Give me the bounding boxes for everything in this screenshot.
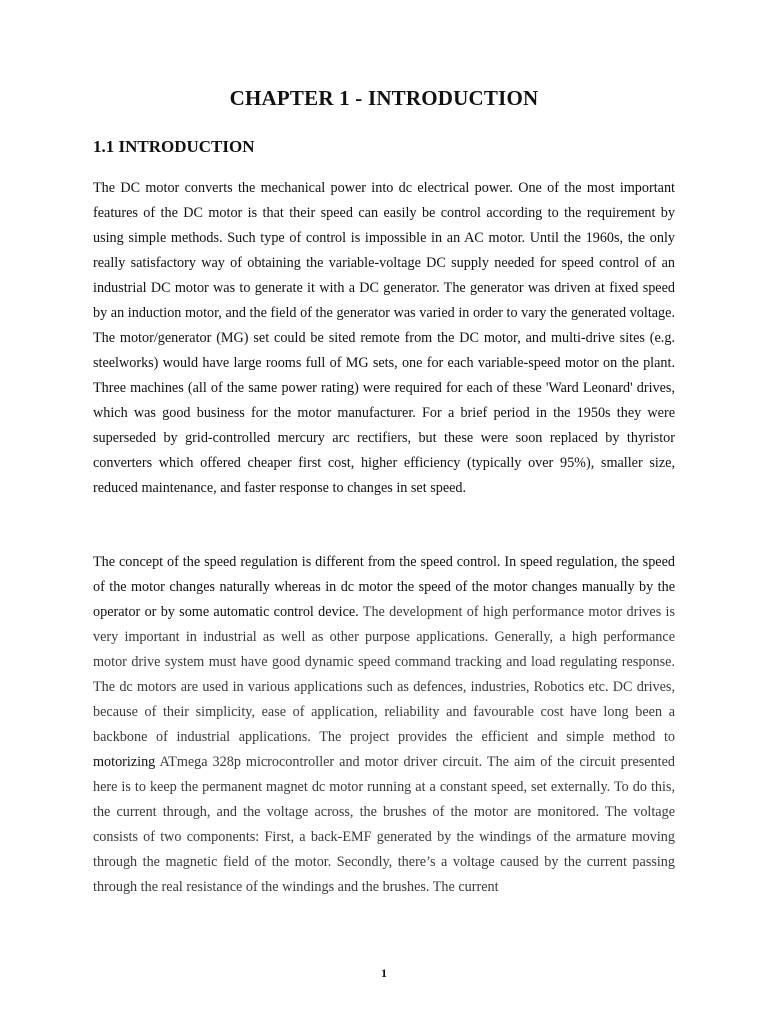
paragraph-2-part-2: The development of high performance motor drives is very important in industrial as well as other purpose applications. Generally, a high performance motor drive system must have good dynamic speed command tracking and load regulating response. The dc motors are used in various applications such as defences, industries, Robotics etc. DC drives, because of their simplicity, ease of application, reliability and favourable cost have long been a backbone of industrial applications. The project provides the efficient and simple method to <box>93 604 675 745</box>
chapter-title: CHAPTER 1 - INTRODUCTION <box>229 86 539 110</box>
paragraph-2 <box>93 550 675 900</box>
page-number: 1 <box>381 966 387 980</box>
paragraph-1: The DC motor converts the mechanical power into dc electrical power. One of the most important features of the DC motor is that their speed can easily be control according to the requirement by using simple methods. Such type of control is impossible in an AC motor. Until the 1960s, the only really satisfactory way of obtaining the variable-voltage DC supply needed for speed control of an industrial DC motor was to generate it with a DC generator. The generator was driven at fixed speed by an induction motor, and the field of the generator was varied in order to vary the generated voltage. The motor/generator (MG) set could be sited remote from the DC motor, and multi-drive sites (e.g. steelworks) would have large rooms full of MG sets, one for each variable-speed motor on the plant. Three machines (all of the same power rating) were required for each of these 'Ward Leonard' drives, which was good business for the motor manufacturer. For a brief period in the 1950s they were superseded by grid-controlled mercury arc rectifiers, but these were soon replaced by thyristor converters which offered cheaper first cost, higher efficiency (typically over 95%), smaller size, reduced maintenance, and faster response to changes in set speed. <box>93 180 675 496</box>
paragraph-2-part-3: motorizing <box>93 754 156 770</box>
paragraph-2-part-4: ATmega 328p microcontroller and motor driver circuit. The aim of the circuit presented here is to keep the permanent magnet dc motor running at a constant speed, set externally. To do this, the current through, and the voltage across, the brushes of the motor are monitored. The voltage consists of two components: First, a back-EMF generated by the windings of the armature moving through the magnetic field of the motor. Secondly, there’s a voltage caused by the current passing through the real resistance of the windings and the brushes. The current <box>93 754 675 895</box>
paragraph-2-part-1: The concept of the speed regulation is different from the speed control. In speed regulation, the speed of the motor changes naturally whereas in dc motor the speed of the motor changes manually by the operator or by some automatic control device. <box>93 554 675 620</box>
section-heading: 1.1 INTRODUCTION <box>93 137 255 156</box>
